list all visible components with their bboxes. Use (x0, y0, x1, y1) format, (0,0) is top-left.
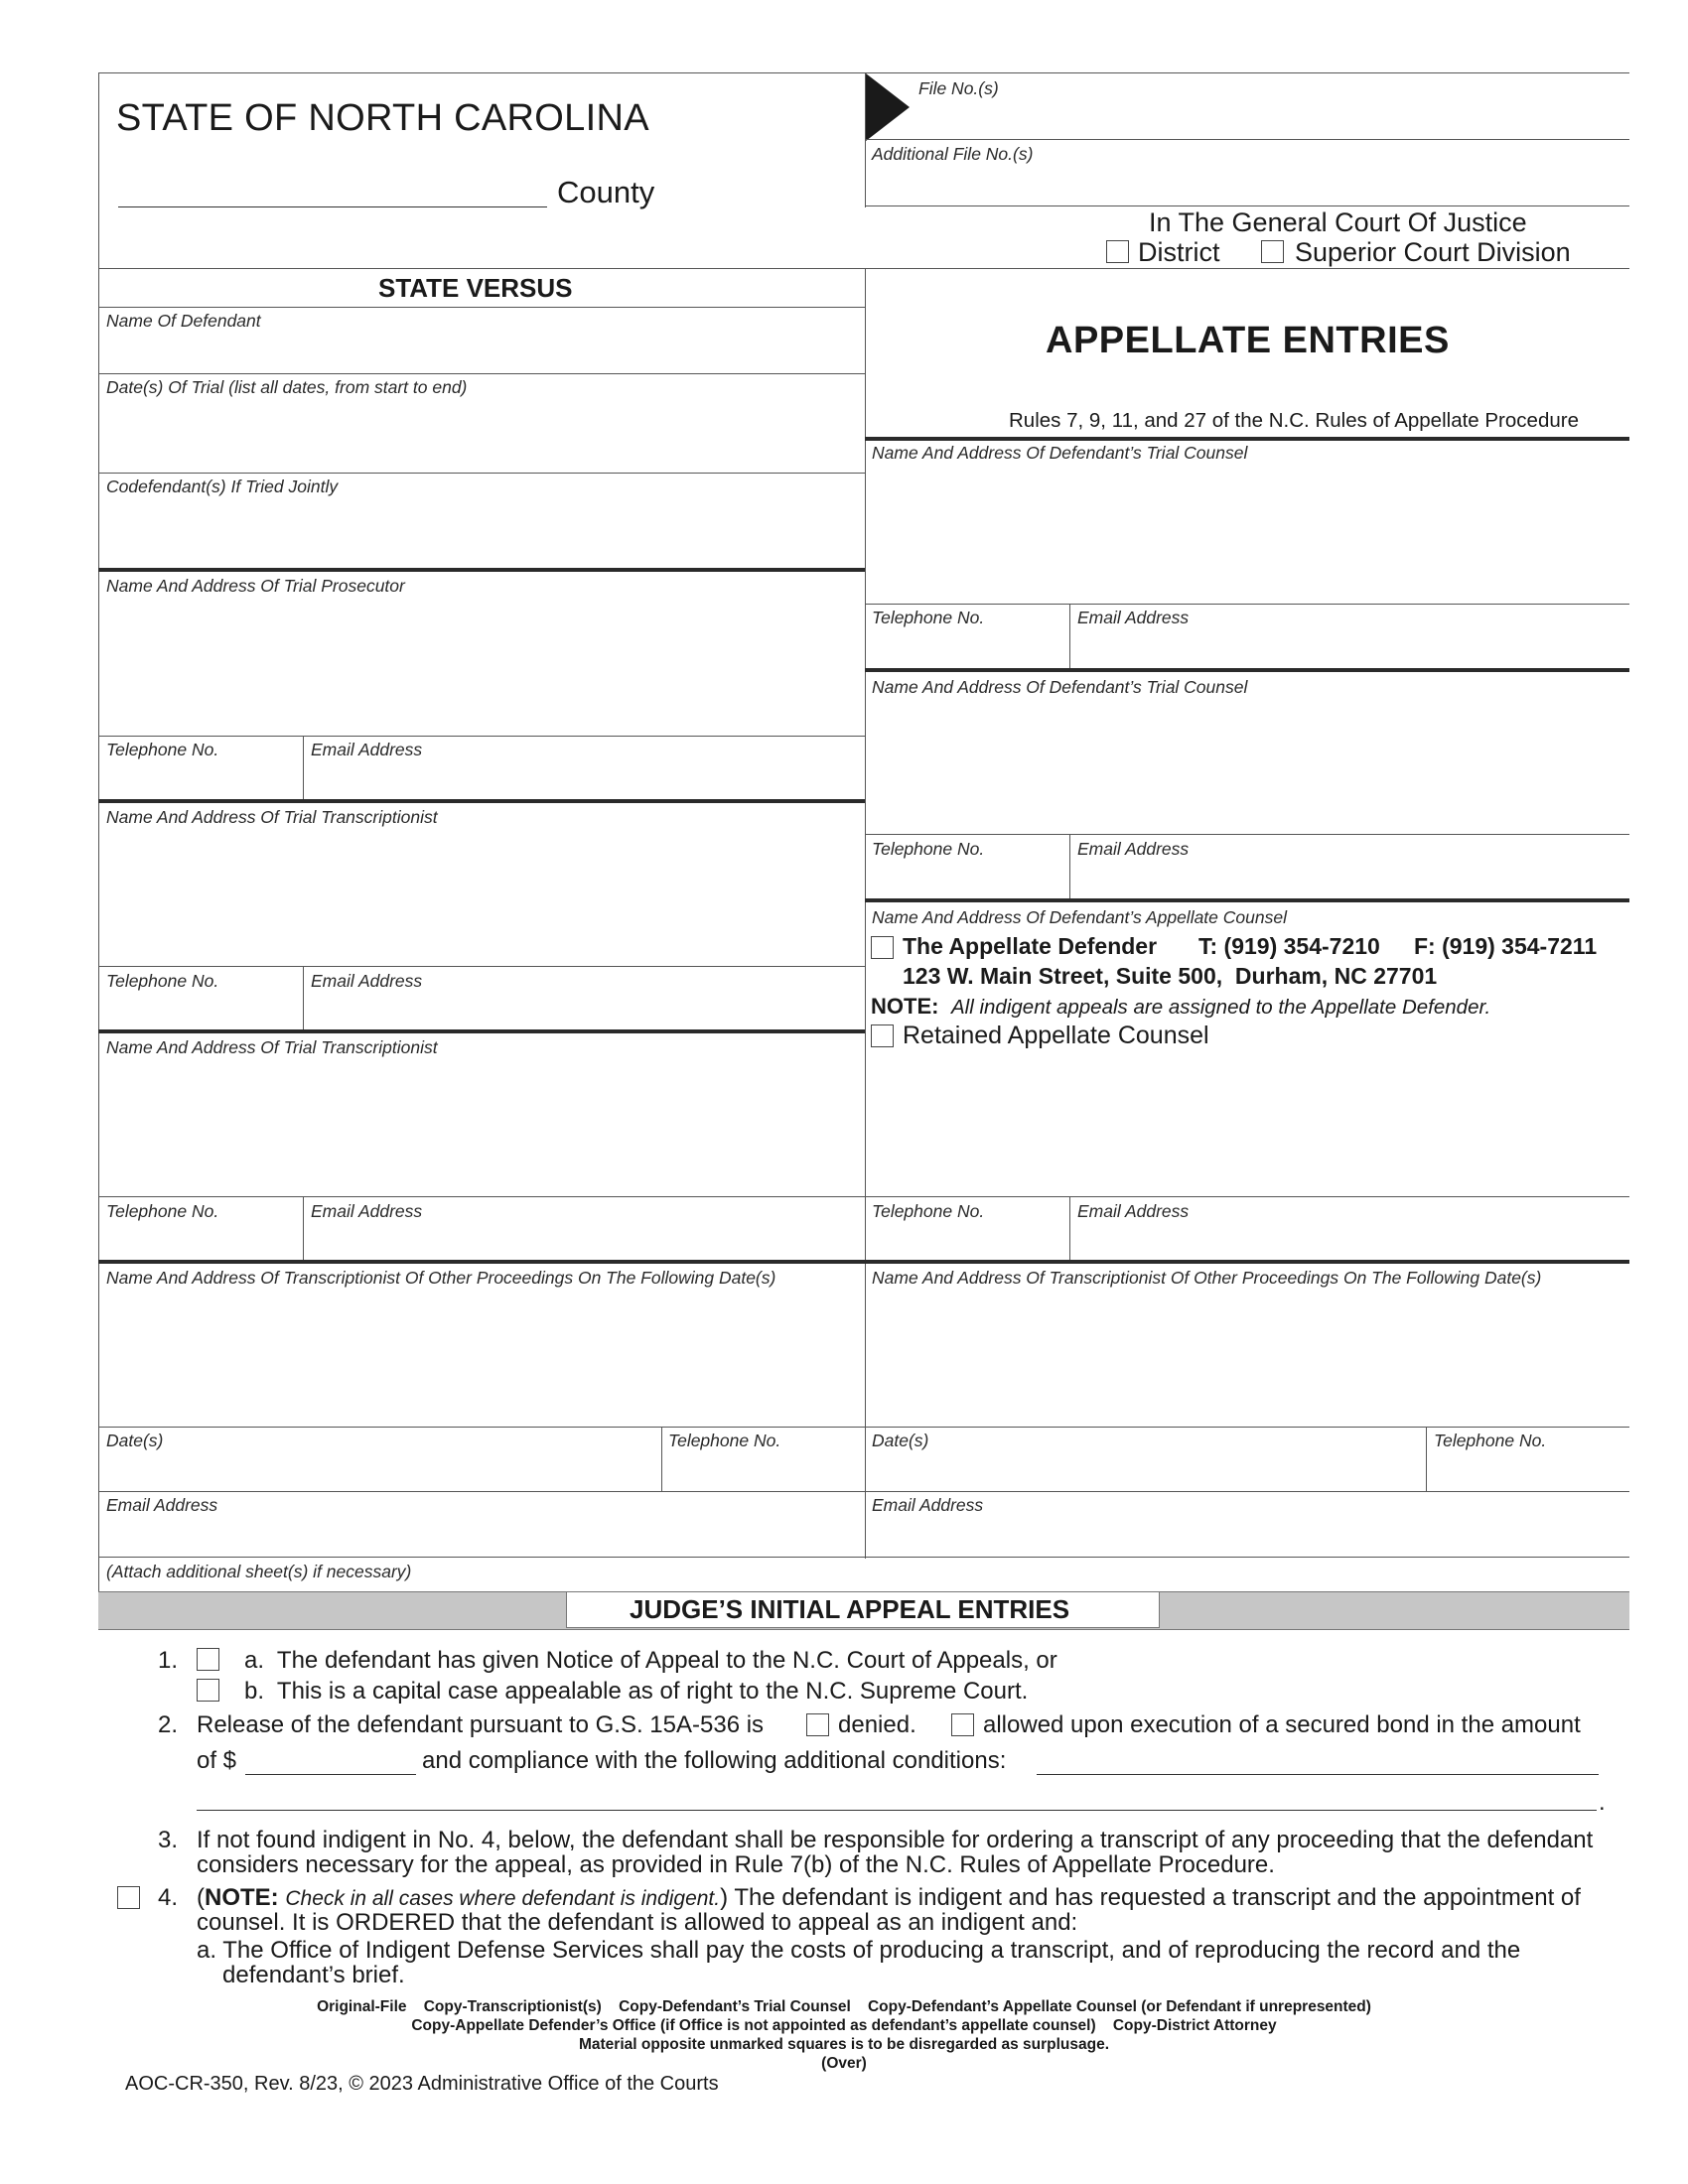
transcriptionist2-email-label: Email Address (311, 1201, 423, 1221)
indigent-checkbox[interactable] (117, 1886, 140, 1909)
trial-counsel2-email-label: Email Address (1077, 839, 1190, 859)
trial-dates-label: Date(s) Of Trial (list all dates, from start to end) (106, 377, 468, 397)
distribution-line-3: Material opposite unmarked squares is to be disregarded as surplusage. (578, 2036, 1110, 2053)
distribution-line-1: Original-File Copy-Transcriptionist(s) Copy-Defendant’s Trial Counsel Copy-Defendant’s Appellate Counsel (or Defendant if unrepresented) (317, 1998, 1371, 2015)
codefendants-label: Codefendant(s) If Tried Jointly (106, 477, 339, 496)
trial-counsel1-label: Name And Address Of Defendant’s Trial Counsel (872, 443, 1248, 463)
item-2-text: Release of the defendant pursuant to G.S. 15A-536 is (197, 1711, 765, 1738)
appellate-note-text: All indigent appeals are assigned to the Appellate Defender. (951, 996, 1491, 1019)
superior-checkbox[interactable] (1261, 240, 1284, 263)
judge-heading: JUDGE’S INITIAL APPEAL ENTRIES (630, 1594, 1070, 1624)
attach-note: (Attach additional sheet(s) if necessary) (106, 1562, 412, 1581)
transcriptionist2-telephone-label: Telephone No. (106, 1201, 219, 1221)
retained-counsel-label: Retained Appellate Counsel (903, 1022, 1209, 1049)
release-denied-checkbox[interactable] (806, 1713, 829, 1736)
appellate-email-label: Email Address (1077, 1201, 1190, 1221)
bond-amount-input[interactable] (245, 1774, 416, 1775)
right-other-telephone-label: Telephone No. (1434, 1431, 1547, 1450)
transcriptionist1-telephone-label: Telephone No. (106, 971, 219, 991)
county-input[interactable] (118, 206, 547, 207)
additional-file-no-label: Additional File No.(s) (872, 144, 1034, 164)
district-checkbox[interactable] (1106, 240, 1129, 263)
left-other-transcriptionist-label: Name And Address Of Transcriptionist Of Other Proceedings On The Following Date(s) (106, 1268, 776, 1288)
item-1b-text: b. This is a capital case appealable as of right to the N.C. Supreme Court. (244, 1678, 1029, 1705)
appellate-defender-address: 123 W. Main Street, Suite 500, Durham, NC 27701 (903, 963, 1438, 989)
release-denied-label: denied. (838, 1711, 916, 1738)
conditions-period: . (1599, 1789, 1606, 1816)
appellate-defender-fax: F: (919) 354-7211 (1414, 933, 1598, 959)
item-4-note-label: NOTE: (205, 1884, 279, 1911)
item-2-number: 2. (158, 1711, 179, 1738)
state-title: STATE OF NORTH CAROLINA (116, 97, 649, 139)
item-1b-checkbox[interactable] (197, 1679, 219, 1702)
trial-counsel1-telephone-label: Telephone No. (872, 608, 985, 627)
right-dates-label: Date(s) (872, 1431, 929, 1450)
item-1a-checkbox[interactable] (197, 1648, 219, 1671)
item-3-number: 3. (158, 1827, 179, 1853)
right-email-label: Email Address (872, 1495, 984, 1515)
file-no-label: File No.(s) (918, 78, 999, 98)
item-4-line1: (NOTE: Check in all cases where defendant is indigent.) The defendant is indigent and has requested a transcript and the appointment of (197, 1884, 1581, 1911)
form-id: AOC-CR-350, Rev. 8/23, © 2023 Administrative Office of the Courts (125, 2073, 719, 2095)
arrow-icon (866, 73, 910, 143)
item-4a-line1: a. The Office of Indigent Defense Services shall pay the costs of producing a transcript, and of reproducing the record and the (197, 1937, 1521, 1964)
item-1-number: 1. (158, 1647, 179, 1674)
form-title: APPELLATE ENTRIES (1046, 320, 1450, 361)
prosecutor-label: Name And Address Of Trial Prosecutor (106, 576, 405, 596)
item-1a-text: a. The defendant has given Notice of Appeal to the N.C. Court of Appeals, or (244, 1647, 1057, 1674)
release-allowed-label: allowed upon execution of a secured bond in the amount (983, 1711, 1581, 1738)
item-4a-line2: defendant’s brief. (222, 1962, 405, 1988)
item-4-line2: counsel. It is ORDERED that the defendant is allowed to appeal as an indigent and: (197, 1909, 1078, 1936)
rules-caption: Rules 7, 9, 11, and 27 of the N.C. Rules of Appellate Procedure (1009, 409, 1579, 432)
court-title: In The General Court Of Justice (1149, 207, 1527, 237)
district-label: District (1138, 237, 1220, 267)
item-4-line1-rest: ) The defendant is indigent and has requested a transcript and the appointment of (720, 1884, 1581, 1911)
prosecutor-email-label: Email Address (311, 740, 423, 759)
bond-prefix: of $ (197, 1747, 237, 1774)
item-3-line2: considers necessary for the appeal, as provided in Rule 7(b) of the N.C. Rules of Appellate Procedure. (197, 1851, 1275, 1878)
prosecutor-telephone-label: Telephone No. (106, 740, 219, 759)
compliance-text: and compliance with the following additional conditions: (422, 1747, 1007, 1774)
appellate-note-label: NOTE: (871, 994, 939, 1019)
distribution-line-2: Copy-Appellate Defender’s Office (if Office is not appointed as defendant’s appellate counsel) Copy-District Attorney (411, 2017, 1277, 2034)
appellate-telephone-label: Telephone No. (872, 1201, 985, 1221)
state-versus-heading: STATE VERSUS (378, 273, 573, 303)
item-4-number: 4. (158, 1884, 179, 1911)
conditions-input-1[interactable] (1037, 1774, 1599, 1775)
left-email-label: Email Address (106, 1495, 218, 1515)
appellate-counsel-label: Name And Address Of Defendant’s Appellate Counsel (872, 907, 1287, 927)
transcriptionist1-label: Name And Address Of Trial Transcriptionist (106, 807, 438, 827)
trial-counsel2-label: Name And Address Of Defendant’s Trial Counsel (872, 677, 1248, 697)
transcriptionist1-email-label: Email Address (311, 971, 423, 991)
release-allowed-checkbox[interactable] (951, 1713, 974, 1736)
transcriptionist2-label: Name And Address Of Trial Transcriptionist (106, 1037, 438, 1057)
left-dates-label: Date(s) (106, 1431, 164, 1450)
appellate-defender-name: The Appellate Defender (903, 933, 1158, 959)
trial-counsel2-telephone-label: Telephone No. (872, 839, 985, 859)
right-other-transcriptionist-label: Name And Address Of Transcriptionist Of Other Proceedings On The Following Date(s) (872, 1268, 1542, 1288)
retained-counsel-checbox[interactable] (871, 1024, 894, 1047)
county-label: County (557, 175, 655, 209)
appellate-defender-checkbox[interactable] (871, 936, 894, 959)
superior-label: Superior Court Division (1295, 237, 1571, 267)
appellate-defender-phone: T: (919) 354-7210 (1198, 933, 1380, 959)
over-note: (Over) (821, 2055, 867, 2072)
conditions-input-2[interactable] (197, 1810, 1597, 1811)
item-4-note-text: Check in all cases where defendant is indigent. (285, 1887, 721, 1910)
defendant-name-label: Name Of Defendant (106, 311, 261, 331)
trial-counsel1-email-label: Email Address (1077, 608, 1190, 627)
left-other-telephone-label: Telephone No. (668, 1431, 781, 1450)
item-3-line1: If not found indigent in No. 4, below, the defendant shall be responsible for ordering a transcript of any proceeding that the defendant (197, 1827, 1594, 1853)
